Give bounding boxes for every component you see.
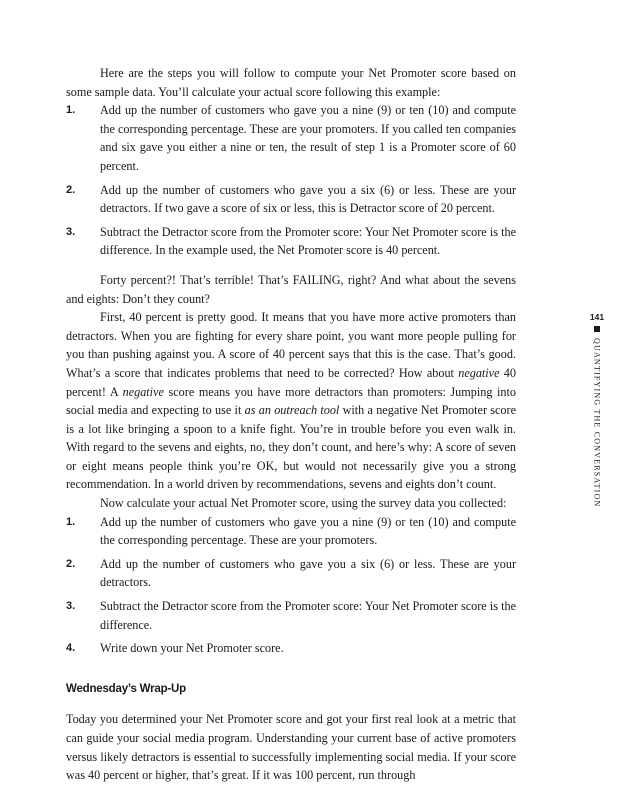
text-run: with a negative Net Promoter score is a lot like bringing a spoon to a knife fight. You’re in trouble before you even walk in. With regard to the sevens and eights, no, they don’t count, and here’s why: A score of seven or eight means people think you’re OK, but would not necessarily give you a strong recommendation. In a world driven by recommendations, sevens and eights don’t count.	[66, 403, 516, 492]
step-text: Add up the number of customers who gave you a six (6) or less. These are your detractors. If two gave a score of six or less, this is Detractor score of 20 percent.	[100, 182, 516, 216]
first-paragraph	[66, 308, 516, 494]
intro-paragraph: Here are the steps you will follow to compute your Net Promoter score based on some sample data. You’ll calculate your actual score following this example:	[66, 66, 516, 99]
list-item	[66, 101, 516, 175]
step-number: 1.	[66, 515, 76, 528]
wrap-up-paragraph: Today you determined your Net Promoter score and got your first real look at a metric that can guide your social media program. Understanding your current base of active promoters versus likely detractors is essential to successfully implementing social media. If your score was 40 percent or higher, that’s great. If it was 100 percent, run through	[66, 712, 516, 783]
step-text: Subtract the Detractor score from the Promoter score: Your Net Promoter score is the difference. In the example used, the Net Promoter score is 40 percent.	[100, 224, 516, 258]
emphasis: negative	[458, 365, 500, 380]
step-number: 4.	[66, 642, 76, 655]
list-item	[66, 597, 516, 634]
step-number: 2.	[66, 557, 76, 570]
step-number: 1.	[66, 104, 76, 117]
forty-percent-paragraph: Forty percent?! That’s terrible! That’s FAILING, right? And what about the sevens and eights: Don’t they count?	[66, 272, 516, 306]
list-item	[66, 639, 516, 658]
step-text: Subtract the Detractor score from the Promoter score: Your Net Promoter score is the difference.	[100, 599, 516, 632]
step-text: Add up the number of customers who gave you a six (6) or less. These are your detractors.	[100, 556, 516, 590]
text-run: First, 40 percent is pretty good. It means that you have more active promoters than detractors. When you are fighting for every share point, you want more people pulling for you than pushing against you. A score of 40 percent says that this is the case. That’s good. What’s a score that indicates problems that need to be corrected? How about	[66, 310, 516, 380]
emphasis: negative	[122, 384, 164, 399]
text-run: score means you have more detractors than promoters: Jumping into social media and expecting to use it	[66, 384, 516, 418]
actual-steps-list	[66, 513, 516, 658]
list-item	[66, 513, 516, 550]
page-body	[66, 64, 516, 785]
list-item	[66, 181, 516, 218]
page-number: 141	[589, 312, 605, 322]
emphasis: as an outreach tool	[244, 403, 340, 418]
running-head: QUANTIFYING THE CONVERSATION	[592, 338, 602, 508]
step-number: 2.	[66, 183, 76, 196]
text-run: 40 percent! A	[66, 365, 516, 399]
step-number: 3.	[66, 600, 76, 613]
list-item	[66, 223, 516, 260]
square-bullet-icon	[594, 326, 600, 332]
step-text: Add up the number of customers who gave you a nine (9) or ten (10) and compute the corresponding percentage. These are your promoters.	[100, 514, 516, 548]
margin-sidebar	[587, 312, 607, 507]
step-number: 3.	[66, 225, 76, 238]
list-item	[66, 555, 516, 592]
example-steps-list	[66, 101, 516, 260]
step-text: Add up the number of customers who gave you a nine (9) or ten (10) and compute the corresponding percentage. These are your promoters. If you called ten companies and six gave you either a nine or ten, the result of step 1 is a Promoter score of 60 percent.	[100, 103, 516, 173]
calculate-paragraph: Now calculate your actual Net Promoter score, using the survey data you collected:	[100, 496, 507, 511]
step-text: Write down your Net Promoter score.	[100, 641, 284, 656]
section-heading: Wednesday’s Wrap-Up	[66, 682, 186, 695]
